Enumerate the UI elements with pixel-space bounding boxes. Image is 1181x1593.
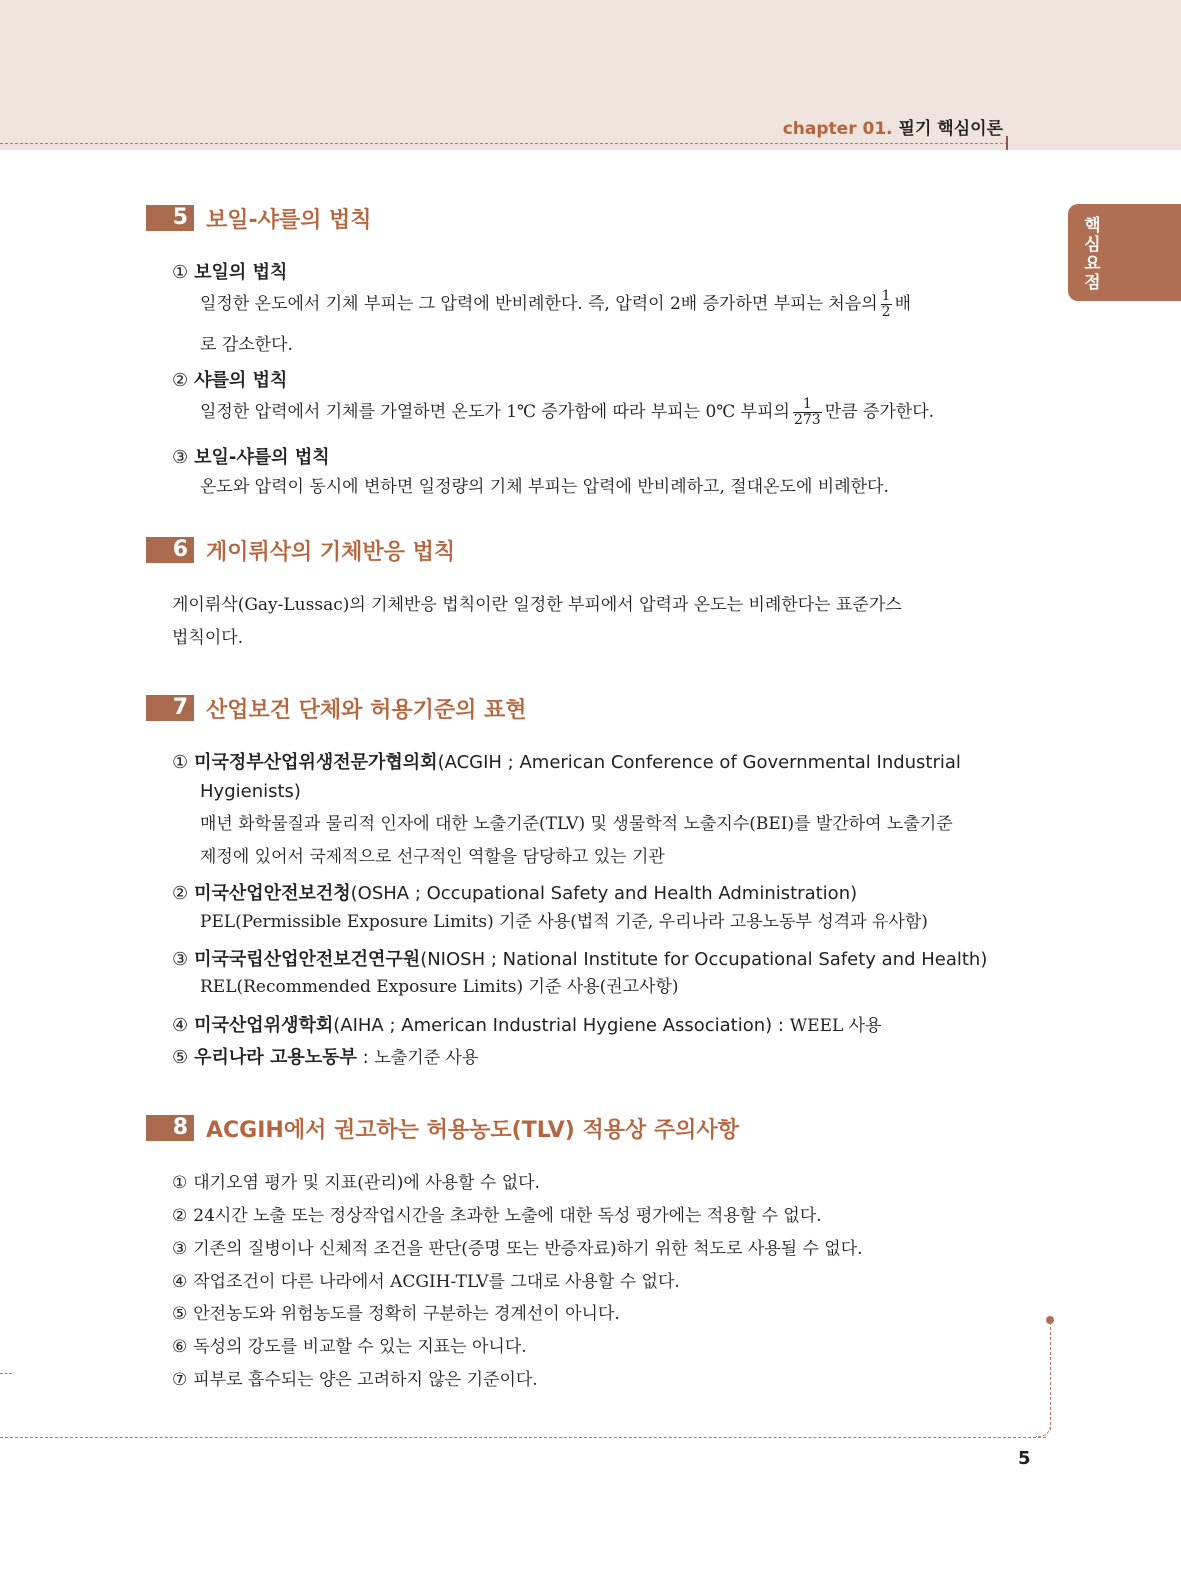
list-item: ① 대기오염 평가 및 지표(관리)에 사용할 수 없다. [172,1173,540,1193]
list-item: ⑦ 피부로 흡수되는 양은 고려하지 않은 기준이다. [172,1370,538,1390]
header-divider [0,143,1008,144]
side-tab [1068,204,1181,301]
item-head: ② 미국산업안전보건청(OSHA ; Occupational Safety and Health Administration) [172,883,858,904]
body-line: 제정에 있어서 국제적으로 선구적인 역할을 담당하고 있는 기관 [200,847,665,867]
body-line: 로 감소한다. [200,335,293,355]
body-line: 일정한 압력에서 기체를 가열하면 온도가 1℃ 증가함에 따라 부피는 0℃ 부피의 $\frac{1}{273}$ 만큼 증가한다. [200,396,935,428]
body-line: REL(Recommended Exposure Limits) 기준 사용(권고사항) [200,977,679,997]
paragraph-line: 게이뤼삭(Gay-Lussac)의 기체반응 법칙이란 일정한 부피에서 압력과 온도는 비례한다는 표준가스 [172,595,902,615]
section-title: 게이뤼삭의 기체반응 법칙 [206,539,456,565]
item-head: ② 샤를의 법칙 [172,370,288,391]
body-line: 온도와 압력이 동시에 변하면 일정량의 기체 부피는 압력에 반비례하고, 절대온도에 비례한다. [200,477,889,497]
section-8-heading [146,1112,739,1144]
header-band [0,0,1181,150]
list-item: ③ 기존의 질병이나 신체적 조건을 판단(증명 또는 반증자료)하기 위한 척도로 사용될 수 없다. [172,1239,863,1259]
item-head-cont: Hygienists) [200,781,301,802]
list-item: ④ 작업조건이 다른 나라에서 ACGIH-TLV를 그대로 사용할 수 없다. [172,1272,680,1292]
body-line: 매년 화학물질과 물리적 인자에 대한 노출기준(TLV) 및 생물학적 노출지수(BEI)를 발간하여 노출기준 [200,814,953,834]
section-title: 보일-샤를의 법칙 [206,207,372,233]
page-number: 5 [1018,1448,1031,1469]
item-head: ⑤ 우리나라 고용노동부 : 노출기준 사용 [172,1047,479,1068]
fraction: $\frac{1}{273}$ [793,396,821,428]
footer-vertical-dash [1050,1322,1051,1430]
paragraph-line: 법칙이다. [172,628,244,648]
footer-corner [1036,1422,1051,1437]
item-head: ① 미국정부산업위생전문가협의회(ACGIH ; American Conference of Governmental Industrial [172,752,961,773]
section-6-heading [146,534,455,566]
body-line: PEL(Permissible Exposure Limits) 기준 사용(법적 기준, 우리나라 고용노동부 성격과 유사함) [200,912,928,932]
item-head: ① 보일의 법칙 [172,262,288,283]
fraction: $\frac{1}{2}$ [881,288,891,320]
list-item: ② 24시간 노출 또는 정상작업시간을 초과한 노출에 대한 독성 평가에는 적용할 수 없다. [172,1206,822,1226]
item-head: ③ 미국국립산업안전보건연구원(NIOSH ; National Institute for Occupational Safety and Health) [172,949,988,970]
chapter-number: chapter 01. [782,119,893,139]
item-head: ③ 보일-샤를의 법칙 [172,447,330,468]
header-tick [1006,136,1008,150]
section-number: 6 [146,537,194,563]
body-line: 일정한 온도에서 기체 부피는 그 압력에 반비례한다. 즉, 압력이 2배 증가하면 부피는 처음의 $\frac{1}{2}$ 배 [200,288,912,320]
section-number: 8 [146,1115,194,1141]
section-7-heading [146,692,527,724]
side-tab-label: 핵심요점 [1080,216,1100,292]
chapter-label [783,114,1003,139]
list-item: ⑤ 안전농도와 위험농도를 정확히 구분하는 경계선이 아니다. [172,1304,620,1324]
section-title: ACGIH에서 권고하는 허용농도(TLV) 적용상 주의사항 [206,1117,739,1143]
list-item: ⑥ 독성의 강도를 비교할 수 있는 지표는 아니다. [172,1337,527,1357]
section-number: 7 [146,695,194,721]
item-head: ④ 미국산업위생학회(AIHA ; American Industrial Hygiene Association) : WEEL 사용 [172,1015,882,1036]
section-5-heading [146,202,372,234]
section-number: 5 [146,205,194,231]
footer-divider [0,1437,1046,1438]
chapter-title: 필기 핵심이론 [898,119,1003,139]
left-edge-dash [0,1373,12,1374]
section-title: 산업보건 단체와 허용기준의 표현 [206,697,527,723]
